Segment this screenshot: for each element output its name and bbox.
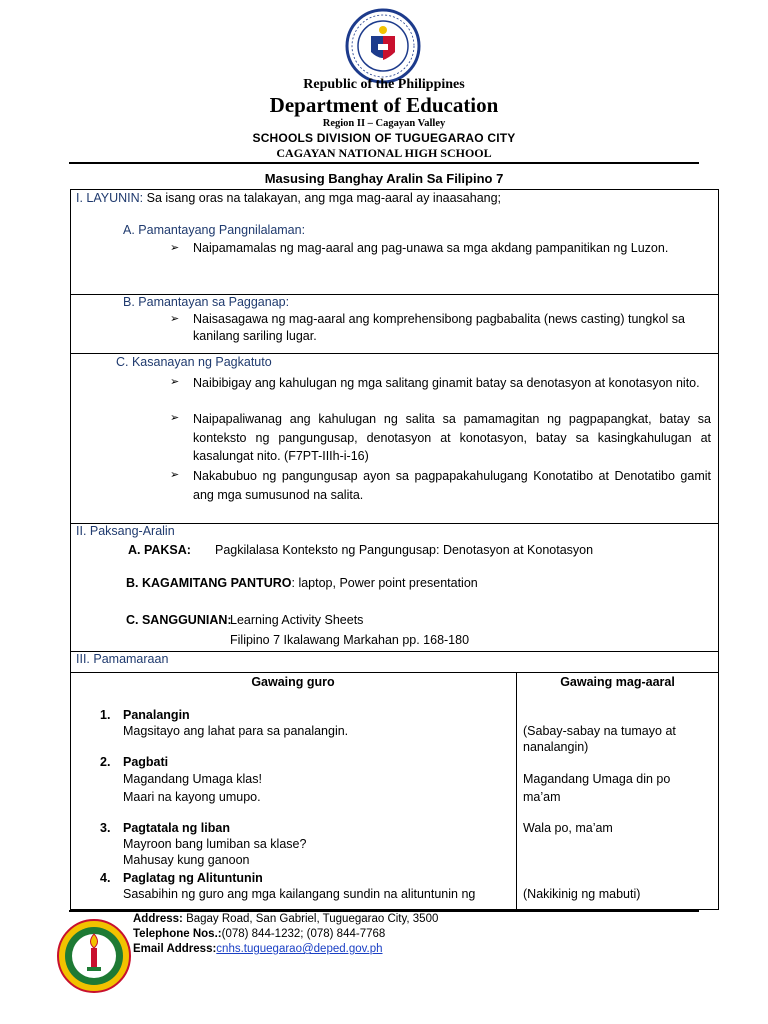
guro-line: Magandang Umaga klas! [123, 772, 262, 786]
pamantayan-sa-pagganap-item: Naisasagawa ng mag-aaral ang komprehensibong pagbabalita (news casting) tungkol sa kanilang sariling lugar. [193, 312, 685, 343]
kagamitan-line [126, 575, 478, 592]
region-line: Region II – Cagayan Valley [322, 118, 446, 129]
sanggunian-value-2: Filipino 7 Ikalawang Markahan pp. 168-180 [230, 633, 470, 647]
step-number: 1. [100, 708, 111, 722]
magaaral-line: (Nakikinig ng mabuti) [523, 887, 641, 901]
guro-line: Sasabihin ng guro ang mga kailangang sundin na alituntunin ng [123, 887, 476, 901]
kasanayan-item: Naibibigay ang kahulugan ng mga salitang ginamit batay sa denotasyon at konotasyon nito. [193, 376, 700, 390]
guro-line: Maari na kayong umupo. [123, 790, 261, 804]
layunin-intro [76, 190, 501, 207]
bullet-arrow-icon: ➢ [170, 242, 180, 254]
bullet-arrow-icon: ➢ [170, 313, 180, 325]
document-title: Masusing Banghay Aralin Sa Filipino 7 [264, 171, 504, 186]
step-title: Pagbati [123, 755, 169, 769]
paksa-label: A. PAKSA: [128, 543, 191, 557]
guro-line: Mayroon bang lumiban sa klase? [123, 837, 307, 851]
kasanayan-item: Nakabubuo ng pangungusap ayon sa pagpapakahulugang Konotatibo at Denotatibo gamit ang mga sumusunod na salita. [193, 469, 711, 502]
step-number: 3. [100, 821, 111, 835]
magaaral-line: (Sabay-sabay na tumayo at [523, 724, 676, 738]
kagamitan-label: B. KAGAMITANG PANTURO [126, 576, 292, 590]
division-line: SCHOOLS DIVISION OF TUGUEGARAO CITY [252, 131, 516, 145]
layunin-label: I. LAYUNIN: [76, 191, 144, 205]
paksa-value: Pagkilalasa Konteksto ng Pangungusap: Denotasyon at Konotasyon [215, 543, 594, 557]
magaaral-line: Magandang Umaga din po [523, 772, 671, 786]
pamantayan-sa-pagganap-heading: B. Pamantayan sa Pagganap: [123, 295, 290, 309]
address-value: Bagay Road, San Gabriel, Tuguegarao City, 3500 [186, 913, 439, 925]
kasanayan-ng-pagkatuto-heading: C. Kasanayan ng Pagkatuto [116, 355, 272, 369]
bullet-arrow-icon: ➢ [170, 469, 180, 481]
magaaral-line: nanalangin) [523, 740, 589, 754]
pamantayang-pangnilalaman-heading: A. Pamantayang Pangnilalaman: [123, 223, 306, 237]
magaaral-line: ma’am [523, 790, 561, 804]
email-link[interactable]: cnhs.tuguegarao@deped.gov.ph [216, 943, 383, 955]
telephone-label: Telephone Nos.: [133, 928, 222, 940]
step-title: Panalangin [123, 708, 190, 722]
col-header-guro: Gawaing guro [251, 675, 335, 689]
magaaral-line: Wala po, ma’am [523, 821, 613, 835]
layunin-intro-text: Sa isang oras na talakayan, ang mga mag-aaral ay inaasahang; [146, 191, 502, 205]
republic-line: Republic of the Philippines [303, 77, 465, 92]
guro-line: Magsitayo ang lahat para sa panalangin. [123, 724, 349, 738]
address-label: Address: [133, 913, 183, 925]
step-title: Paglatag ng Alituntunin [123, 871, 263, 885]
sanggunian-label: C. SANGGUNIAN: [126, 613, 232, 627]
school-logo [56, 918, 132, 994]
pamantayang-pangnilalaman-item: Naipamamalas ng mag-aaral ang pag-unawa sa mga akdang pampanitikan ng Luzon. [193, 241, 669, 255]
school-line: CAGAYAN NATIONAL HIGH SCHOOL [276, 146, 492, 160]
paksang-aralin-heading: II. Paksang-Aralin [76, 524, 175, 538]
telephone-value: (078) 844-1232; (078) 844-7768 [221, 928, 386, 940]
step-number: 2. [100, 755, 111, 769]
pamamaraan-heading: III. Pamamaraan [76, 652, 169, 666]
footer-address [133, 912, 438, 927]
guro-line: Mahusay kung ganoon [123, 853, 250, 867]
footer-email [133, 942, 383, 957]
kasanayan-item: Naipapaliwanag ang kahulugan ng salita sa pamamagitan ng pagpapangkat, batay sa konteksto ng pangungusap, denotasyon at konotasyon, batay sa kasingkahulugan at kasalungat nito. (F7PT-IIIh-i-16) [193, 412, 711, 463]
bullet-arrow-icon: ➢ [170, 412, 180, 424]
col-header-magaaral: Gawaing mag-aaral [560, 675, 675, 689]
sanggunian-value: Learning Activity Sheets [230, 613, 364, 627]
bullet-arrow-icon: ➢ [170, 376, 180, 388]
kagamitan-value: : laptop, Power point presentation [291, 576, 478, 590]
column-divider [516, 672, 517, 910]
header-divider [69, 162, 699, 164]
footer-telephone [133, 927, 385, 942]
step-number: 4. [100, 871, 111, 885]
email-label: Email Address: [133, 943, 217, 955]
step-title: Pagtatala ng liban [123, 821, 230, 835]
deped-seal [345, 8, 421, 84]
department-title: Department of Education [269, 93, 499, 117]
